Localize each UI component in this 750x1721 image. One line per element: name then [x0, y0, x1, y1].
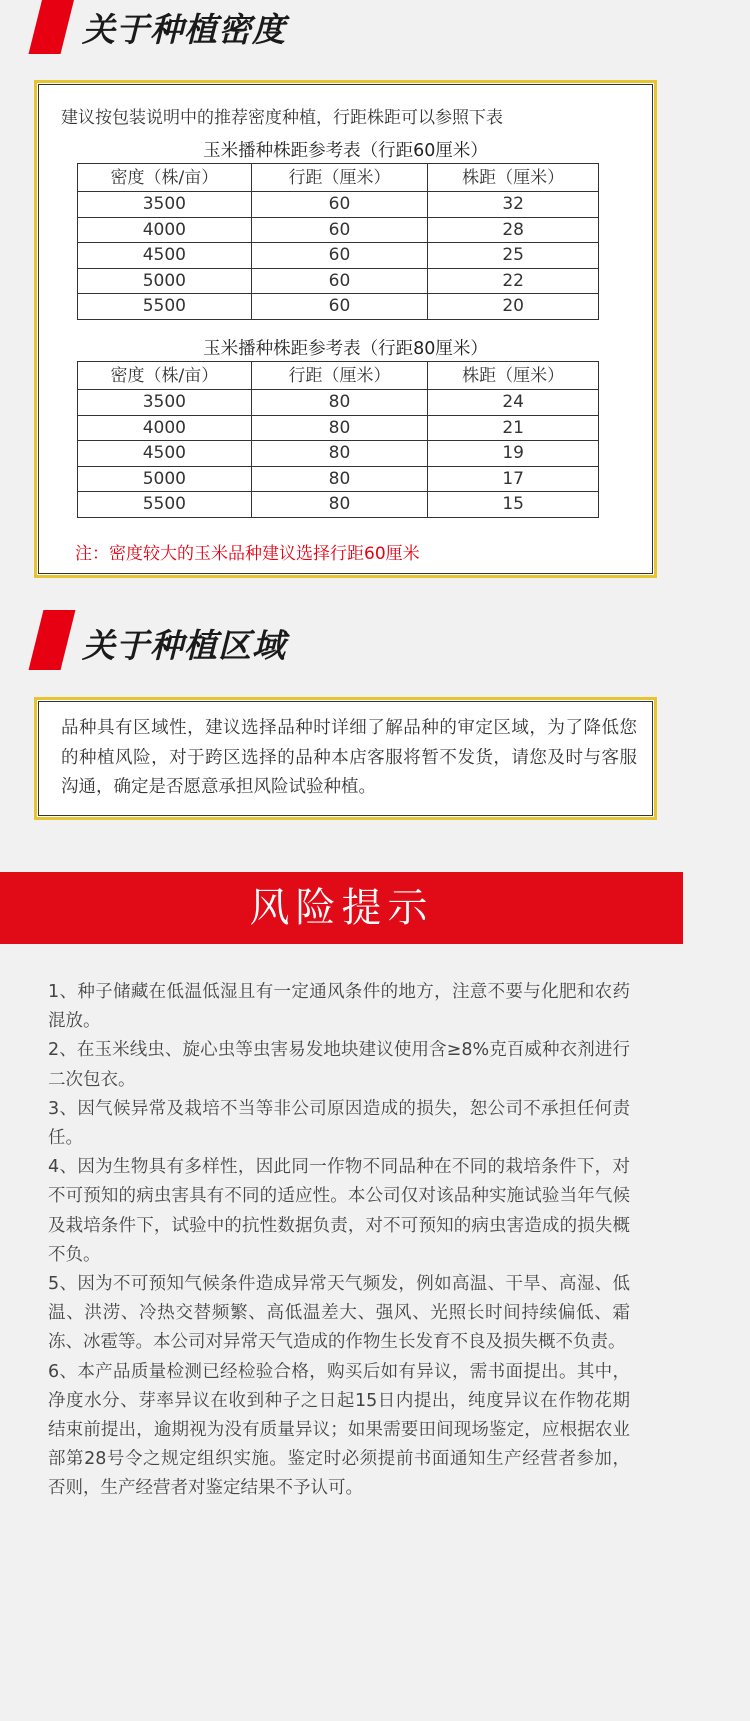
section-marker-icon: [29, 0, 76, 54]
column-header: 密度（株/亩）: [78, 164, 252, 192]
table-cell: 20: [428, 294, 599, 320]
table-cell: 32: [428, 192, 599, 218]
table-cell: 80: [251, 390, 428, 416]
density-note: 注：密度较大的玉米品种建议选择行距60厘米: [75, 544, 420, 564]
table-cell: 3500: [78, 192, 252, 218]
table-row: [78, 415, 599, 441]
density-section-title: 关于种植密度: [82, 10, 286, 49]
table-cell: 4500: [78, 243, 252, 269]
table-row: [78, 294, 599, 320]
spacing-table-60: [77, 163, 599, 320]
column-header: 株距（厘米）: [428, 362, 599, 390]
table-row: [78, 268, 599, 294]
table-cell: 4500: [78, 441, 252, 467]
table-row: [78, 217, 599, 243]
column-header: 行距（厘米）: [251, 164, 428, 192]
table-cell: 60: [251, 192, 428, 218]
spacing-table-80: [77, 361, 599, 518]
table-cell: 4000: [78, 217, 252, 243]
table-cell: 60: [251, 217, 428, 243]
risk-banner: [0, 872, 683, 944]
table-cell: 5500: [78, 294, 252, 320]
column-header: 密度（株/亩）: [78, 362, 252, 390]
table-cell: 28: [428, 217, 599, 243]
region-section-header: [0, 610, 683, 670]
column-header: 株距（厘米）: [428, 164, 599, 192]
table-cell: 21: [428, 415, 599, 441]
density-section-header: [0, 0, 683, 56]
table-cell: 3500: [78, 390, 252, 416]
table-header-row: [78, 362, 599, 390]
risk-item: 4、因为生物具有多样性，因此同一作物不同品种在不同的栽培条件下，对不可预知的病虫害具有不同的适应性。本公司仅对该品种实施试验当年气候及栽培条件下，试验中的抗性数据负责，对不可预知的病虫害造成的损失概不负。: [48, 1157, 630, 1265]
table-cell: 24: [428, 390, 599, 416]
table-cell: 5000: [78, 268, 252, 294]
table-row: [78, 492, 599, 518]
table-row: [78, 390, 599, 416]
density-info-box: [34, 80, 657, 578]
table-row: [78, 192, 599, 218]
table-cell: 4000: [78, 415, 252, 441]
table-60-caption: 玉米播种株距参考表（行距60厘米）: [203, 141, 488, 161]
risk-item: 6、本产品质量检测已经检验合格，购买后如有异议，需书面提出。其中，净度水分、芽率异议在收到种子之日起15日内提出，纯度异议在作物花期结束前提出，逾期视为没有质量异议；如果需要田间现场鉴定，应根据农业部第28号令之规定组织实施。鉴定时必须提前书面通知生产经营者参加，否则，生产经营者对鉴定结果不予认可。: [48, 1361, 630, 1499]
table-cell: 5000: [78, 466, 252, 492]
risk-item: 1、种子储藏在低温低湿且有一定通风条件的地方，注意不要与化肥和农药混放。: [48, 982, 630, 1032]
risk-list: [48, 978, 630, 1504]
region-info-box: [34, 697, 657, 820]
table-cell: 60: [251, 294, 428, 320]
table-row: [78, 466, 599, 492]
risk-item: 3、因气候异常及栽培不当等非公司原因造成的损失，恕公司不承担任何责任。: [48, 1098, 630, 1149]
table-cell: 17: [428, 466, 599, 492]
table-80-caption: 玉米播种株距参考表（行距80厘米）: [203, 339, 488, 359]
table-cell: 19: [428, 441, 599, 467]
table-cell: 60: [251, 268, 428, 294]
table-header-row: [78, 164, 599, 192]
region-text: 品种具有区域性，建议选择品种时详细了解品种的审定区域，为了降低您的种植风险，对于跨区选择的品种本店客服将暂不发货，请您及时与客服沟通，确定是否愿意承担风险试验种植。: [61, 718, 637, 797]
table-cell: 60: [251, 243, 428, 269]
table-cell: 80: [251, 492, 428, 518]
table-row: [78, 243, 599, 269]
risk-item: 5、因为不可预知气候条件造成异常天气频发，例如高温、干旱、高湿、低温、洪涝、冷热交替频繁、高低温差大、强风、光照长时间持续偏低、霜冻、冰雹等。本公司对异常天气造成的作物生长发育不良及损失概不负责。: [48, 1274, 630, 1353]
column-header: 行距（厘米）: [251, 362, 428, 390]
table-cell: 22: [428, 268, 599, 294]
table-row: [78, 441, 599, 467]
table-cell: 5500: [78, 492, 252, 518]
risk-banner-title: 风险提示: [249, 885, 434, 931]
region-section-title: 关于种植区域: [82, 626, 286, 665]
section-marker-icon: [29, 610, 76, 670]
table-cell: 25: [428, 243, 599, 269]
table-cell: 80: [251, 441, 428, 467]
table-cell: 80: [251, 466, 428, 492]
risk-item: 2、在玉米线虫、旋心虫等虫害易发地块建议使用含≥8%克百威种衣剂进行二次包衣。: [48, 1040, 630, 1090]
density-intro-text: 建议按包装说明中的推荐密度种植，行距株距可以参照下表: [61, 108, 503, 128]
table-cell: 80: [251, 415, 428, 441]
table-cell: 15: [428, 492, 599, 518]
